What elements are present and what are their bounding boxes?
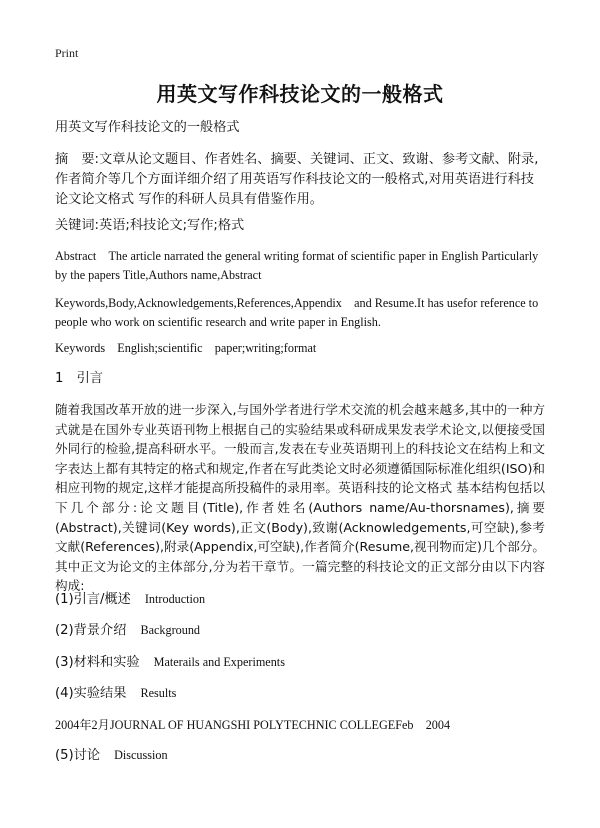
- keywords-en-long: Keywords,Body,Acknowledgements,References,Appendix and Resume.It has usefor reference to people who work on scientific research and write paper in English.: [55, 296, 539, 329]
- list-item-cn: (5)讨论: [55, 748, 101, 763]
- list-item-en: Background: [140, 623, 201, 637]
- list-item: [55, 746, 545, 766]
- abstract-cn: 摘 要:文章从论文题目、作者姓名、摘要、关键词、正文、致谢、参考文献、附录,作者简介等几个方面详细介绍了用英语写作科技论文的一般格式,对用英语进行科技论文论文格式 写作的科研人员具有借鉴作用。: [55, 152, 539, 207]
- list-item-cn: (1)引言/概述: [55, 592, 131, 607]
- list-item-cn: (2)背景介绍: [55, 623, 127, 638]
- subtitle: 用英文写作科技论文的一般格式: [55, 120, 240, 135]
- list-item-en: Introduction: [144, 592, 206, 606]
- list-item-cn: (4)实验结果: [55, 686, 127, 701]
- section1-heading: 1 引言: [55, 371, 103, 386]
- keywords-cn: 关键词:英语;科技论文;写作;格式: [55, 218, 245, 233]
- keywords-en: Keywords English;scientific paper;writing;format: [55, 341, 317, 355]
- abstract-en: Abstract The article narrated the general writing format of scientific paper in English Particularly by the papers Title,Authors name,Abstract: [55, 249, 539, 282]
- list-item: [55, 590, 545, 610]
- journal-line: 2004年2月JOURNAL OF HUANGSHI POLYTECHNIC COLLEGEFeb 2004: [55, 718, 451, 732]
- list-item: [55, 653, 545, 673]
- list-item-en: Discussion: [114, 748, 168, 762]
- page-title: 用英文写作科技论文的一般格式: [156, 82, 444, 106]
- print-link[interactable]: Print: [55, 46, 79, 60]
- list-item-en: Materails and Experiments: [153, 655, 285, 669]
- intro-paragraph: 随着我国改革开放的进一步深入,与国外学者进行学术交流的机会越来越多,其中的一种方式就是在国外专业英语刊物上根据自己的实验结果或科研成果发表学术论文,以便接受国外同行的检验,提高科研水平。一般而言,发表在专业英语期刊上的科技论文在结构上和文字表达上都有其特定的格式和规定,作者在写此类论文时必须遵循国际标准化组织(ISO)和相应刊物的规定,这样才能提高所投稿件的录用率。英语科技的论文格式 基本结构包括以下几个部分:论文题目(Title),作者姓名(Authors name/Au-thorsnames),摘要(Abstract),关键词(Key words),正文(Body),致谢(Acknowledgements,可空缺),参考文献(References),附录(Appendix,可空缺),作者简介(Resume,视刊物而定)几个部分。其中正文为论文的主体部分,分为若干章节。一篇完整的科技论文的正文部分由以下内容构成:: [55, 402, 545, 594]
- list-item: [55, 684, 545, 704]
- list-item-cn: (3)材料和实验: [55, 655, 140, 670]
- list-item-en: Results: [140, 686, 177, 700]
- list-item: [55, 621, 545, 641]
